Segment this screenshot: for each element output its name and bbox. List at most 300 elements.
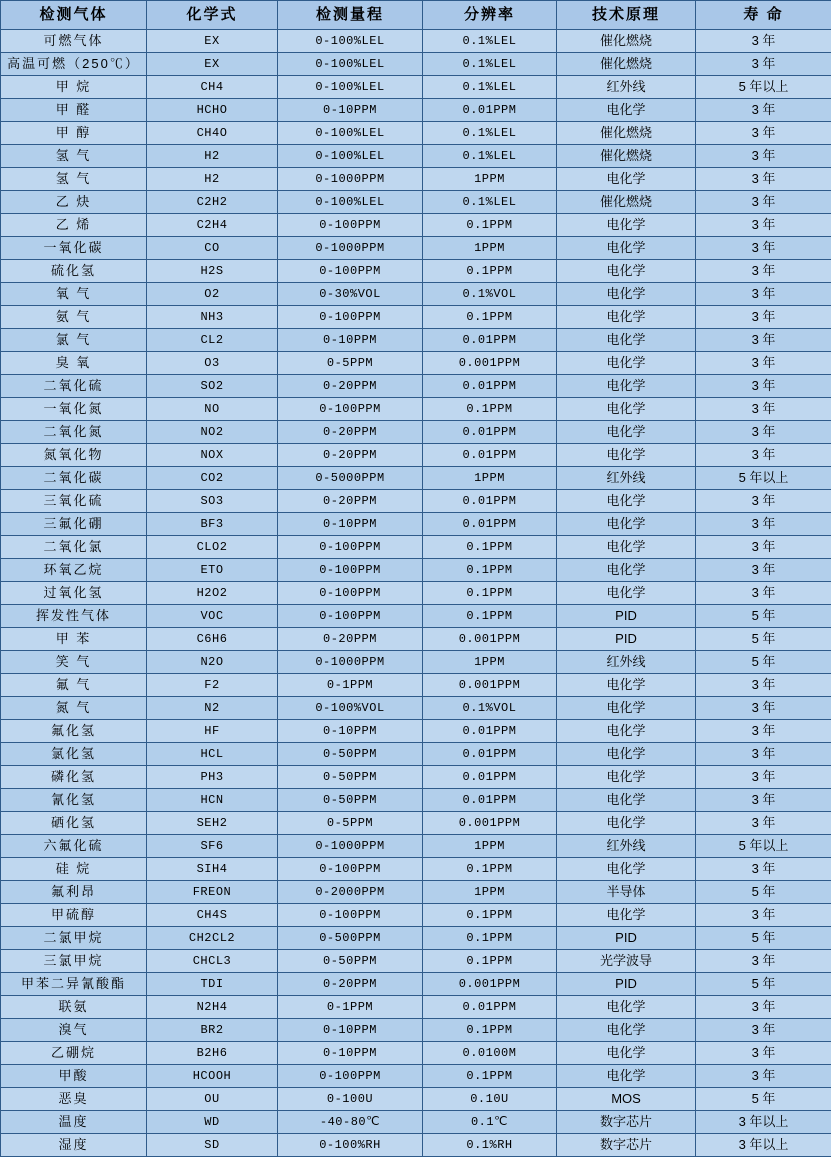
cell-lifespan: 3 年 [696,145,831,168]
table-row [1,306,831,329]
cell-detection-range: 0-100PPM [278,1065,423,1088]
cell-gas-name: 氟 气 [1,674,147,697]
cell-chemical-formula: FREON [147,881,278,904]
cell-lifespan: 3 年 [696,30,831,53]
table-row [1,996,831,1019]
cell-chemical-formula: CH4O [147,122,278,145]
table-row [1,1042,831,1065]
cell-chemical-formula: BR2 [147,1019,278,1042]
cell-gas-name: 甲酸 [1,1065,147,1088]
cell-resolution: 1PPM [423,651,557,674]
table-row [1,122,831,145]
cell-technology: 数字芯片 [557,1111,696,1134]
cell-detection-range: 0-100PPM [278,582,423,605]
cell-chemical-formula: ETO [147,559,278,582]
cell-resolution: 1PPM [423,467,557,490]
cell-technology: 电化学 [557,398,696,421]
cell-detection-range: 0-100PPM [278,904,423,927]
cell-chemical-formula: SD [147,1134,278,1157]
cell-technology: 电化学 [557,996,696,1019]
column-header-gas-name: 检测气体 [1,1,147,30]
cell-chemical-formula: NOX [147,444,278,467]
cell-chemical-formula: SEH2 [147,812,278,835]
cell-resolution: 0.01PPM [423,513,557,536]
cell-resolution: 0.001PPM [423,352,557,375]
cell-detection-range: -40-80℃ [278,1111,423,1134]
cell-lifespan: 5 年以上 [696,467,831,490]
cell-chemical-formula: CH2CL2 [147,927,278,950]
table-body [1,30,831,1157]
cell-gas-name: 氯 气 [1,329,147,352]
cell-gas-name: 六氟化硫 [1,835,147,858]
table-row [1,927,831,950]
cell-resolution: 0.1%RH [423,1134,557,1157]
cell-detection-range: 0-1PPM [278,996,423,1019]
cell-chemical-formula: H2 [147,145,278,168]
cell-lifespan: 3 年 [696,214,831,237]
cell-resolution: 0.0100M [423,1042,557,1065]
cell-detection-range: 0-10PPM [278,720,423,743]
table-row [1,605,831,628]
cell-technology: 数字芯片 [557,1134,696,1157]
cell-resolution: 0.1℃ [423,1111,557,1134]
table-row [1,812,831,835]
cell-resolution: 0.1%VOL [423,283,557,306]
table-row [1,835,831,858]
cell-detection-range: 0-100%LEL [278,191,423,214]
cell-detection-range: 0-100%LEL [278,53,423,76]
cell-technology: 催化燃烧 [557,122,696,145]
table-row [1,628,831,651]
cell-detection-range: 0-50PPM [278,950,423,973]
cell-gas-name: 恶臭 [1,1088,147,1111]
cell-lifespan: 3 年 [696,513,831,536]
cell-lifespan: 3 年 [696,858,831,881]
cell-lifespan: 3 年 [696,904,831,927]
cell-chemical-formula: B2H6 [147,1042,278,1065]
cell-gas-name: 二氧化碳 [1,467,147,490]
cell-technology: 电化学 [557,1042,696,1065]
cell-technology: 电化学 [557,812,696,835]
cell-detection-range: 0-30%VOL [278,283,423,306]
cell-resolution: 0.1%LEL [423,53,557,76]
cell-gas-name: 氟化氢 [1,720,147,743]
cell-gas-name: 甲 烷 [1,76,147,99]
cell-technology: 电化学 [557,582,696,605]
cell-chemical-formula: SF6 [147,835,278,858]
cell-chemical-formula: CO2 [147,467,278,490]
cell-lifespan: 3 年 [696,697,831,720]
table-row [1,904,831,927]
cell-technology: 光学波导 [557,950,696,973]
table-row [1,76,831,99]
cell-gas-name: 氢 气 [1,145,147,168]
table-row [1,674,831,697]
cell-resolution: 0.1%VOL [423,697,557,720]
cell-lifespan: 5 年 [696,881,831,904]
cell-gas-name: 二氧化氯 [1,536,147,559]
cell-resolution: 0.01PPM [423,329,557,352]
table-row [1,260,831,283]
cell-technology: 电化学 [557,306,696,329]
cell-technology: PID [557,628,696,651]
cell-lifespan: 3 年 [696,122,831,145]
cell-chemical-formula: TDI [147,973,278,996]
cell-detection-range: 0-20PPM [278,421,423,444]
table-row [1,536,831,559]
column-header-lifespan: 寿 命 [696,1,831,30]
cell-gas-name: 一氧化碳 [1,237,147,260]
cell-chemical-formula: HCOOH [147,1065,278,1088]
cell-resolution: 0.1PPM [423,398,557,421]
cell-resolution: 0.1PPM [423,858,557,881]
cell-resolution: 0.1PPM [423,214,557,237]
cell-detection-range: 0-5000PPM [278,467,423,490]
cell-detection-range: 0-100U [278,1088,423,1111]
cell-lifespan: 5 年 [696,651,831,674]
cell-resolution: 0.01PPM [423,421,557,444]
cell-detection-range: 0-100PPM [278,605,423,628]
cell-chemical-formula: SO2 [147,375,278,398]
table-row [1,697,831,720]
cell-lifespan: 3 年 [696,490,831,513]
cell-lifespan: 3 年 [696,168,831,191]
table-row [1,789,831,812]
cell-lifespan: 3 年 [696,743,831,766]
cell-detection-range: 0-50PPM [278,789,423,812]
cell-gas-name: 笑 气 [1,651,147,674]
cell-chemical-formula: VOC [147,605,278,628]
cell-technology: 电化学 [557,1065,696,1088]
table-row [1,214,831,237]
cell-chemical-formula: CH4S [147,904,278,927]
table-row [1,145,831,168]
cell-chemical-formula: NO [147,398,278,421]
cell-chemical-formula: C6H6 [147,628,278,651]
cell-chemical-formula: PH3 [147,766,278,789]
cell-chemical-formula: WD [147,1111,278,1134]
cell-gas-name: 湿度 [1,1134,147,1157]
table-row [1,513,831,536]
cell-detection-range: 0-5PPM [278,812,423,835]
cell-chemical-formula: HF [147,720,278,743]
cell-lifespan: 3 年 [696,812,831,835]
cell-chemical-formula: HCL [147,743,278,766]
cell-lifespan: 3 年以上 [696,1134,831,1157]
cell-technology: 电化学 [557,421,696,444]
cell-lifespan: 3 年以上 [696,1111,831,1134]
cell-detection-range: 0-10PPM [278,1019,423,1042]
cell-technology: 电化学 [557,444,696,467]
cell-lifespan: 5 年 [696,973,831,996]
cell-technology: 电化学 [557,789,696,812]
cell-gas-name: 甲 苯 [1,628,147,651]
cell-resolution: 0.1%LEL [423,122,557,145]
cell-resolution: 0.01PPM [423,444,557,467]
cell-technology: 电化学 [557,214,696,237]
cell-detection-range: 0-10PPM [278,329,423,352]
cell-resolution: 0.1%LEL [423,145,557,168]
cell-detection-range: 0-500PPM [278,927,423,950]
cell-gas-name: 高温可燃（250℃） [1,53,147,76]
cell-gas-name: 氮 气 [1,697,147,720]
cell-detection-range: 0-20PPM [278,375,423,398]
cell-lifespan: 3 年 [696,306,831,329]
cell-resolution: 0.001PPM [423,628,557,651]
cell-chemical-formula: HCHO [147,99,278,122]
table-row [1,1088,831,1111]
cell-gas-name: 温度 [1,1111,147,1134]
cell-technology: 电化学 [557,1019,696,1042]
cell-lifespan: 3 年 [696,421,831,444]
cell-resolution: 0.01PPM [423,766,557,789]
cell-detection-range: 0-50PPM [278,743,423,766]
cell-chemical-formula: C2H2 [147,191,278,214]
cell-gas-name: 乙硼烷 [1,1042,147,1065]
cell-lifespan: 5 年 [696,628,831,651]
cell-detection-range: 0-100PPM [278,398,423,421]
cell-chemical-formula: CL2 [147,329,278,352]
cell-technology: PID [557,605,696,628]
cell-resolution: 0.1PPM [423,559,557,582]
cell-resolution: 0.1PPM [423,605,557,628]
cell-technology: 半导体 [557,881,696,904]
cell-lifespan: 5 年 [696,1088,831,1111]
cell-resolution: 0.001PPM [423,973,557,996]
cell-technology: 电化学 [557,766,696,789]
cell-detection-range: 0-100%LEL [278,122,423,145]
cell-detection-range: 0-1000PPM [278,237,423,260]
cell-chemical-formula: BF3 [147,513,278,536]
cell-chemical-formula: SO3 [147,490,278,513]
cell-lifespan: 3 年 [696,352,831,375]
cell-detection-range: 0-10PPM [278,513,423,536]
table-header [1,1,831,30]
cell-chemical-formula: C2H4 [147,214,278,237]
cell-detection-range: 0-1000PPM [278,835,423,858]
cell-technology: 催化燃烧 [557,53,696,76]
cell-detection-range: 0-100PPM [278,858,423,881]
cell-detection-range: 0-10PPM [278,99,423,122]
cell-lifespan: 5 年 [696,927,831,950]
cell-detection-range: 0-20PPM [278,444,423,467]
cell-chemical-formula: CO [147,237,278,260]
cell-resolution: 1PPM [423,168,557,191]
table-row [1,973,831,996]
cell-technology: 电化学 [557,352,696,375]
cell-gas-name: 过氧化氢 [1,582,147,605]
cell-chemical-formula: EX [147,30,278,53]
column-header-technology: 技术原理 [557,1,696,30]
table-row [1,191,831,214]
cell-detection-range: 0-1000PPM [278,168,423,191]
cell-technology: 红外线 [557,467,696,490]
cell-gas-name: 挥发性气体 [1,605,147,628]
table-row [1,559,831,582]
cell-technology: 电化学 [557,283,696,306]
table-row [1,881,831,904]
cell-resolution: 0.1PPM [423,536,557,559]
cell-gas-name: 三氯甲烷 [1,950,147,973]
table-row [1,1111,831,1134]
cell-resolution: 0.01PPM [423,743,557,766]
cell-resolution: 0.01PPM [423,789,557,812]
cell-technology: 电化学 [557,674,696,697]
cell-gas-name: 硅 烷 [1,858,147,881]
cell-chemical-formula: H2 [147,168,278,191]
cell-resolution: 0.1PPM [423,260,557,283]
cell-resolution: 0.10U [423,1088,557,1111]
cell-gas-name: 环氧乙烷 [1,559,147,582]
cell-gas-name: 氨 气 [1,306,147,329]
cell-detection-range: 0-1000PPM [278,651,423,674]
cell-chemical-formula: CLO2 [147,536,278,559]
cell-lifespan: 3 年 [696,1019,831,1042]
cell-technology: 电化学 [557,329,696,352]
table-row [1,398,831,421]
table-header-row [1,1,831,30]
cell-resolution: 0.001PPM [423,812,557,835]
cell-detection-range: 0-100%LEL [278,145,423,168]
cell-gas-name: 二氯甲烷 [1,927,147,950]
cell-chemical-formula: N2 [147,697,278,720]
cell-technology: 红外线 [557,76,696,99]
column-header-detection-range: 检测量程 [278,1,423,30]
cell-resolution: 0.1PPM [423,950,557,973]
cell-lifespan: 5 年 [696,605,831,628]
cell-detection-range: 0-100PPM [278,306,423,329]
cell-lifespan: 3 年 [696,260,831,283]
cell-lifespan: 3 年 [696,559,831,582]
cell-chemical-formula: N2H4 [147,996,278,1019]
cell-gas-name: 甲 醇 [1,122,147,145]
cell-technology: 电化学 [557,168,696,191]
cell-technology: 电化学 [557,559,696,582]
table-row [1,421,831,444]
cell-detection-range: 0-50PPM [278,766,423,789]
cell-lifespan: 3 年 [696,1042,831,1065]
cell-lifespan: 5 年以上 [696,76,831,99]
cell-detection-range: 0-100PPM [278,214,423,237]
table-row [1,950,831,973]
cell-lifespan: 3 年 [696,766,831,789]
cell-detection-range: 0-100%LEL [278,76,423,99]
cell-technology: 催化燃烧 [557,145,696,168]
cell-lifespan: 3 年 [696,191,831,214]
cell-lifespan: 3 年 [696,720,831,743]
cell-lifespan: 5 年以上 [696,835,831,858]
cell-gas-name: 甲苯二异氰酸酯 [1,973,147,996]
cell-resolution: 0.01PPM [423,720,557,743]
table-row [1,352,831,375]
cell-resolution: 1PPM [423,881,557,904]
cell-lifespan: 3 年 [696,950,831,973]
table-row [1,743,831,766]
cell-chemical-formula: H2S [147,260,278,283]
column-header-resolution: 分辨率 [423,1,557,30]
table-row [1,237,831,260]
cell-gas-name: 氧 气 [1,283,147,306]
cell-resolution: 0.1%LEL [423,76,557,99]
cell-chemical-formula: NO2 [147,421,278,444]
cell-gas-name: 可燃气体 [1,30,147,53]
cell-technology: 电化学 [557,536,696,559]
table-row [1,1134,831,1157]
cell-technology: 电化学 [557,858,696,881]
cell-resolution: 0.01PPM [423,996,557,1019]
table-row [1,375,831,398]
cell-detection-range: 0-100%VOL [278,697,423,720]
cell-resolution: 0.1%LEL [423,191,557,214]
cell-chemical-formula: OU [147,1088,278,1111]
cell-gas-name: 乙 炔 [1,191,147,214]
cell-gas-name: 三氟化硼 [1,513,147,536]
cell-gas-name: 甲 醛 [1,99,147,122]
cell-gas-name: 一氧化氮 [1,398,147,421]
cell-lifespan: 3 年 [696,1065,831,1088]
table-row [1,490,831,513]
cell-technology: MOS [557,1088,696,1111]
cell-gas-name: 二氧化硫 [1,375,147,398]
cell-resolution: 1PPM [423,835,557,858]
cell-gas-name: 氰化氢 [1,789,147,812]
cell-lifespan: 3 年 [696,237,831,260]
cell-lifespan: 3 年 [696,398,831,421]
cell-gas-name: 臭 氧 [1,352,147,375]
cell-detection-range: 0-2000PPM [278,881,423,904]
cell-detection-range: 0-100PPM [278,260,423,283]
cell-resolution: 0.01PPM [423,490,557,513]
cell-gas-name: 氟利昂 [1,881,147,904]
cell-lifespan: 3 年 [696,99,831,122]
table-row [1,467,831,490]
cell-technology: PID [557,973,696,996]
cell-resolution: 0.1PPM [423,582,557,605]
cell-detection-range: 0-20PPM [278,490,423,513]
cell-lifespan: 3 年 [696,53,831,76]
cell-resolution: 1PPM [423,237,557,260]
cell-gas-name: 磷化氢 [1,766,147,789]
cell-detection-range: 0-20PPM [278,628,423,651]
cell-lifespan: 3 年 [696,283,831,306]
cell-lifespan: 3 年 [696,536,831,559]
cell-technology: 电化学 [557,99,696,122]
cell-chemical-formula: HCN [147,789,278,812]
cell-technology: 电化学 [557,260,696,283]
cell-lifespan: 3 年 [696,329,831,352]
cell-detection-range: 0-100%RH [278,1134,423,1157]
table-row [1,1065,831,1088]
cell-detection-range: 0-10PPM [278,1042,423,1065]
table-row [1,283,831,306]
cell-chemical-formula: F2 [147,674,278,697]
cell-resolution: 0.1PPM [423,927,557,950]
cell-detection-range: 0-100PPM [278,559,423,582]
cell-lifespan: 3 年 [696,674,831,697]
table-row [1,168,831,191]
cell-gas-name: 硒化氢 [1,812,147,835]
table-row [1,858,831,881]
table-row [1,329,831,352]
cell-detection-range: 0-5PPM [278,352,423,375]
cell-detection-range: 0-100%LEL [278,30,423,53]
cell-resolution: 0.1PPM [423,1065,557,1088]
cell-gas-name: 乙 烯 [1,214,147,237]
cell-gas-name: 联氨 [1,996,147,1019]
table-row [1,766,831,789]
cell-chemical-formula: SIH4 [147,858,278,881]
column-header-chemical-formula: 化学式 [147,1,278,30]
